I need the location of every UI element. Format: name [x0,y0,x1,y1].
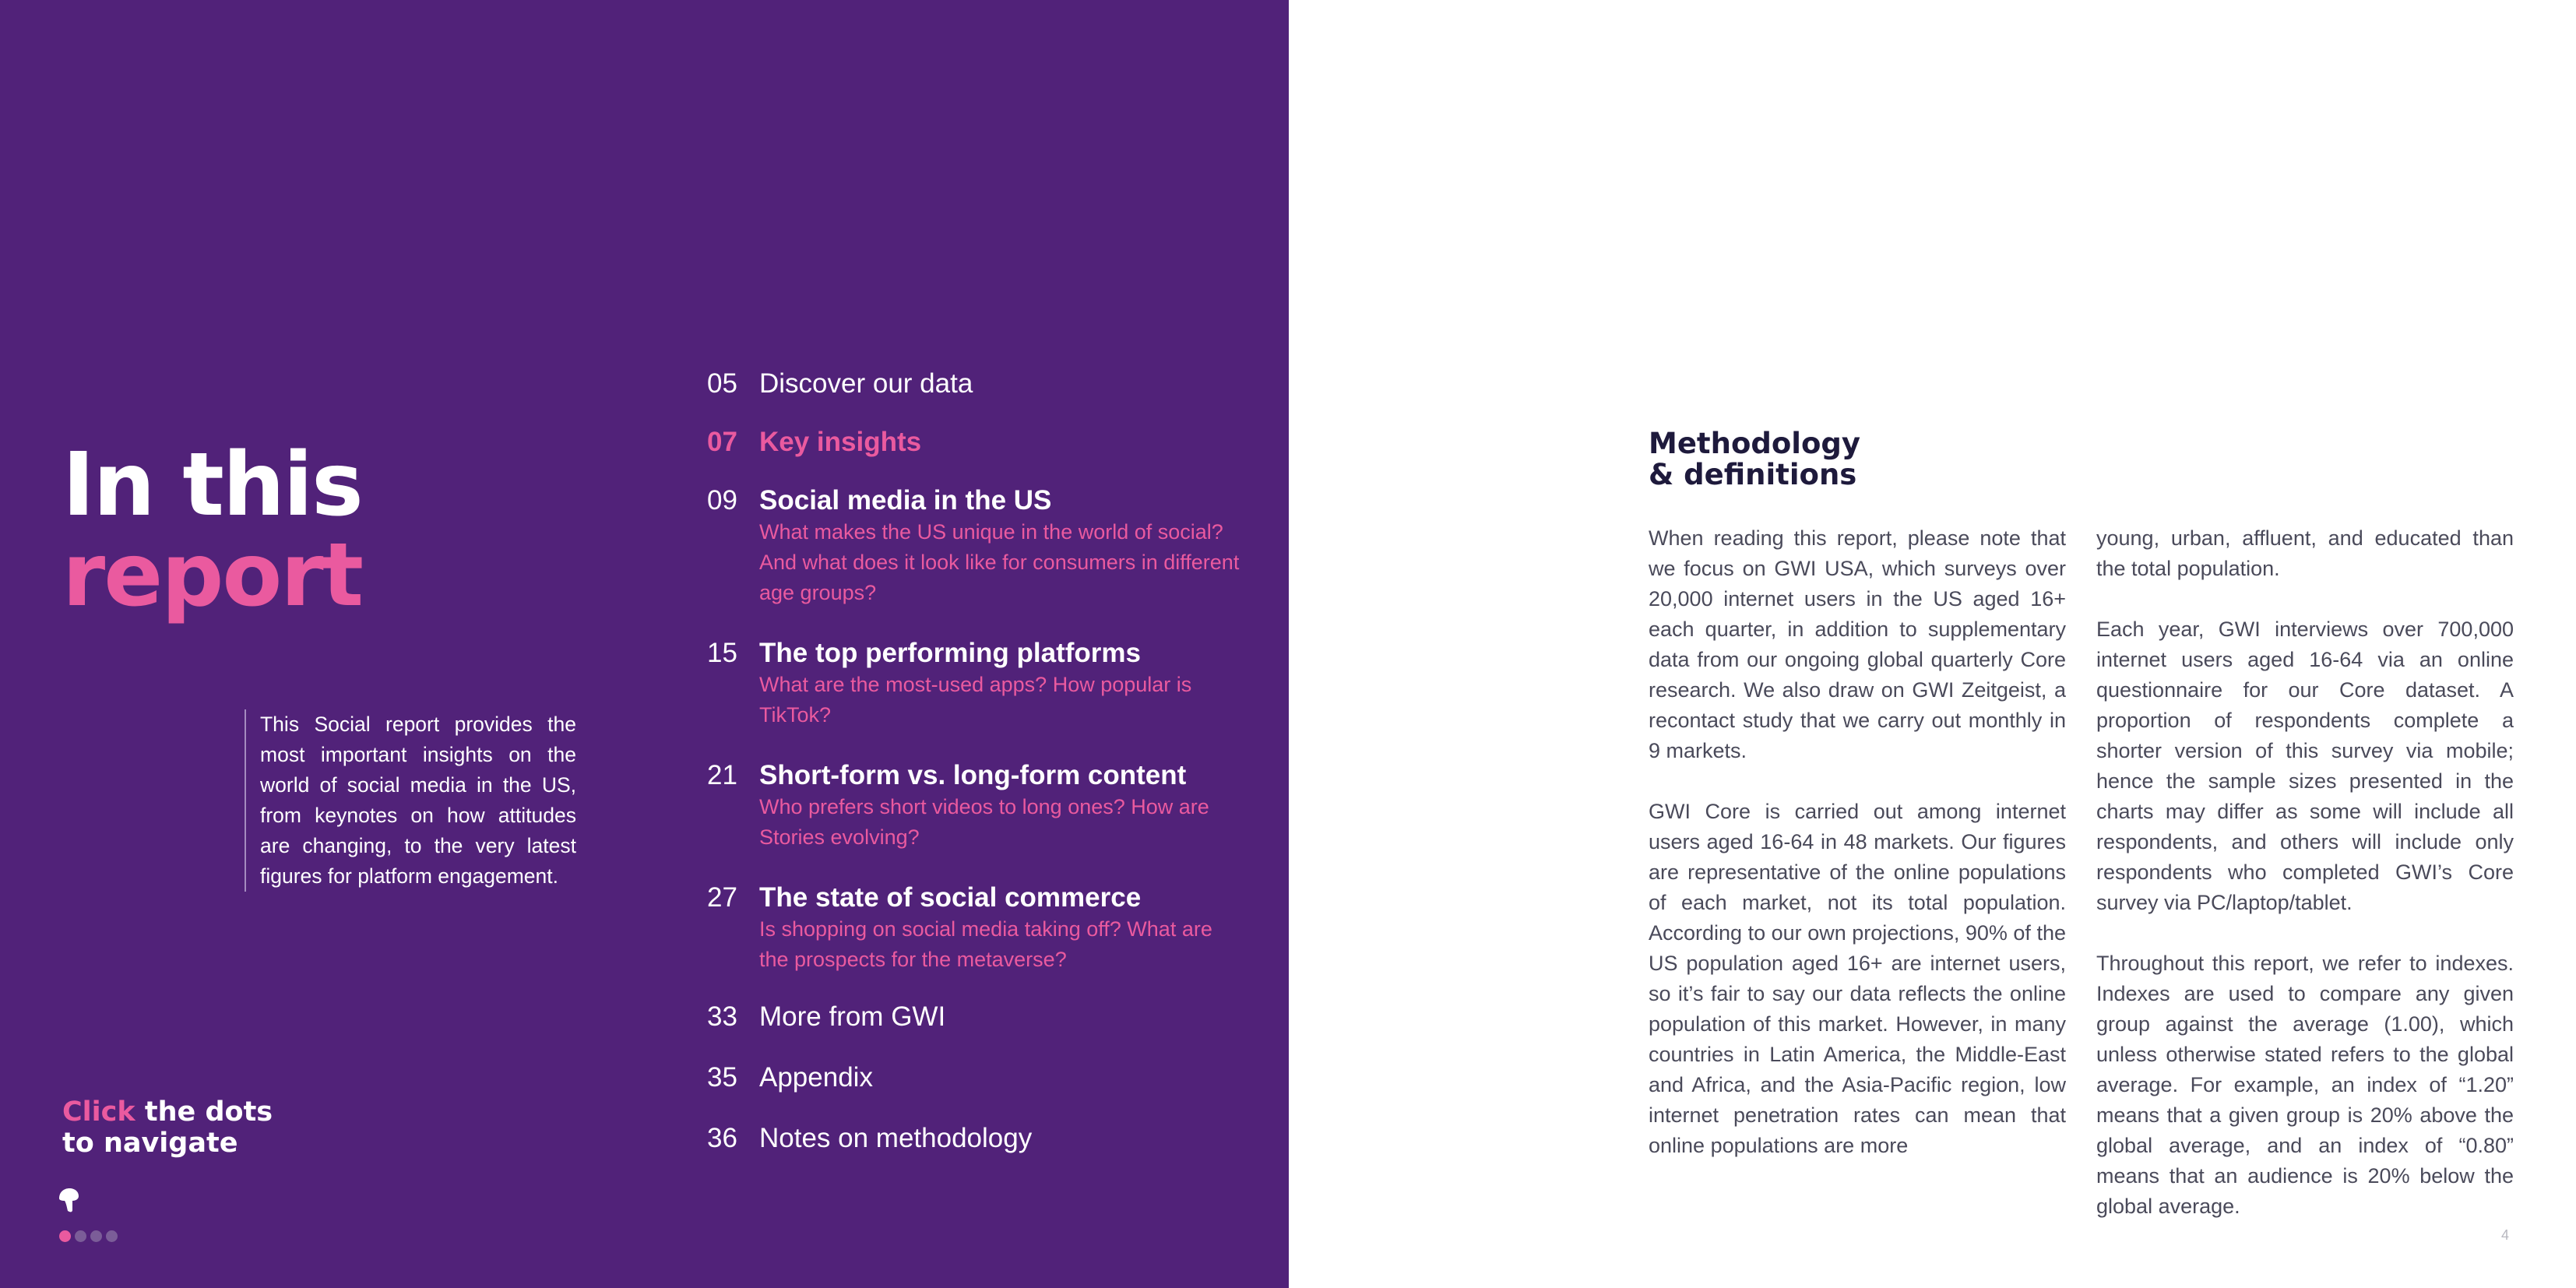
toc-title: Notes on methodology [759,1123,1033,1153]
toc-title: The top performing platforms [759,638,1141,668]
heading-line-1: Methodology [1649,427,1860,460]
nav-dot[interactable] [90,1230,102,1242]
toc-item-social-commerce[interactable] [685,882,1246,975]
toc-item-more-from-gwi[interactable] [685,1001,1246,1033]
paragraph: When reading this report, please note that we focus on GWI USA, which surveys over 20,000 internet users in the US aged 16+ each quarter, in addition to supplementary data from our ongoing global quarterly Core research. We also draw on GWI Zeitgeist, a recontact study that we carry out monthly in 9 markets. [1649,526,2066,762]
toc-title: The state of social commerce [759,882,1142,913]
title-line-1: In this [62,435,362,536]
toc-page-number: 35 [707,1062,737,1093]
paragraph: Each year, GWI interviews over 700,000 internet users aged 16-64 via an online questionnaire for our Core dataset. A proportion of respondents complete a shorter version of this survey via mobile; hence the sample sizes presented in the charts may differ as some will include all respondents, and others will include only respondents who completed GWI’s Core survey via PC/laptop/tablet. [2096,618,2514,914]
toc-page-number: 09 [707,485,737,516]
toc-title: Short-form vs. long-form content [759,760,1187,790]
toc-page-number: 05 [707,368,737,399]
nav-dot[interactable] [59,1230,71,1242]
toc-title: Discover our data [759,368,973,399]
toc-title: Social media in the US [759,485,1052,516]
toc-title: Appendix [759,1062,873,1093]
toc-item-social-media-in-the-us[interactable] [685,484,1246,608]
toc-page-number: 07 [707,427,737,457]
toc-page-number: 21 [707,760,737,790]
page-title [62,435,363,626]
toc-subtitle: What are the most-used apps? How popular is TikTok? [759,673,1192,727]
toc-subtitle: Who prefers short videos to long ones? How are Stories evolving? [759,795,1209,849]
paragraph: Throughout this report, we refer to indexes. Indexes are used to compare any given group against the average (1.00), which unless otherwise stated refers to the global average. For example, an index of “1.20” means that a given group is 20% above the global average, and an index of “0.80” means that an audience is 20% below the global average. [2096,952,2514,1218]
toc-title: Key insights [759,427,922,457]
toc-subtitle: Is shopping on social media taking off? What are the prospects for the metaverse? [759,917,1212,971]
toc-page-number: 33 [707,1001,737,1032]
nav-dot[interactable] [106,1230,118,1242]
nav-dot[interactable] [75,1230,86,1242]
methodology-column-1 [1649,523,2066,1191]
toc-item-discover-our-data[interactable] [685,368,1246,400]
toc-item-key-insights[interactable] [685,426,1246,459]
toc-subtitle: What makes the US unique in the world of social? And what does it look like for consumers in different age groups? [759,520,1240,604]
navigation-hint [62,1096,273,1159]
toc-page-number: 15 [707,638,737,668]
hint-text: the dots [135,1096,273,1128]
toc-page-number: 27 [707,882,737,913]
toc-item-top-performing-platforms[interactable] [685,637,1246,730]
table-of-contents [685,368,1246,1155]
click-word: Click [62,1096,135,1128]
toc-item-short-vs-long-form[interactable] [685,759,1246,853]
toc-title: More from GWI [759,1001,946,1032]
paragraph: young, urban, affluent, and educated than the total population. [2096,526,2514,580]
intro-text: This Social report provides the most important insights on the world of social media in the US, from keynotes on how attitudes are changing, to the very latest figures for platform engagement. [245,709,576,892]
page-number: 4 [2501,1227,2510,1243]
toc-item-appendix[interactable] [685,1061,1246,1094]
methodology-column-2 [2096,523,2514,1252]
heading-line-2: & definitions [1649,458,1857,491]
gwi-logo-icon [58,1188,79,1212]
hint-text-line2: to navigate [62,1128,238,1159]
paragraph: GWI Core is carried out among internet users aged 16-64 in 48 markets. Our figures are representative of the online populations of each market, not its total population. According to our own projections, 90% of the US population aged 16+ are internet users, so it’s fair to say our data reflects the online population of this market. However, in many countries in Latin America, the Middle-East and Africa, and the Asia-Pacific region, low internet penetration rates can mean that online populations are more [1649,800,2066,1157]
page-navigation-dots [59,1230,118,1242]
toc-item-notes-on-methodology[interactable] [685,1122,1246,1155]
title-line-2: report [62,525,363,626]
methodology-heading [1649,428,1860,491]
toc-page-number: 36 [707,1123,737,1153]
